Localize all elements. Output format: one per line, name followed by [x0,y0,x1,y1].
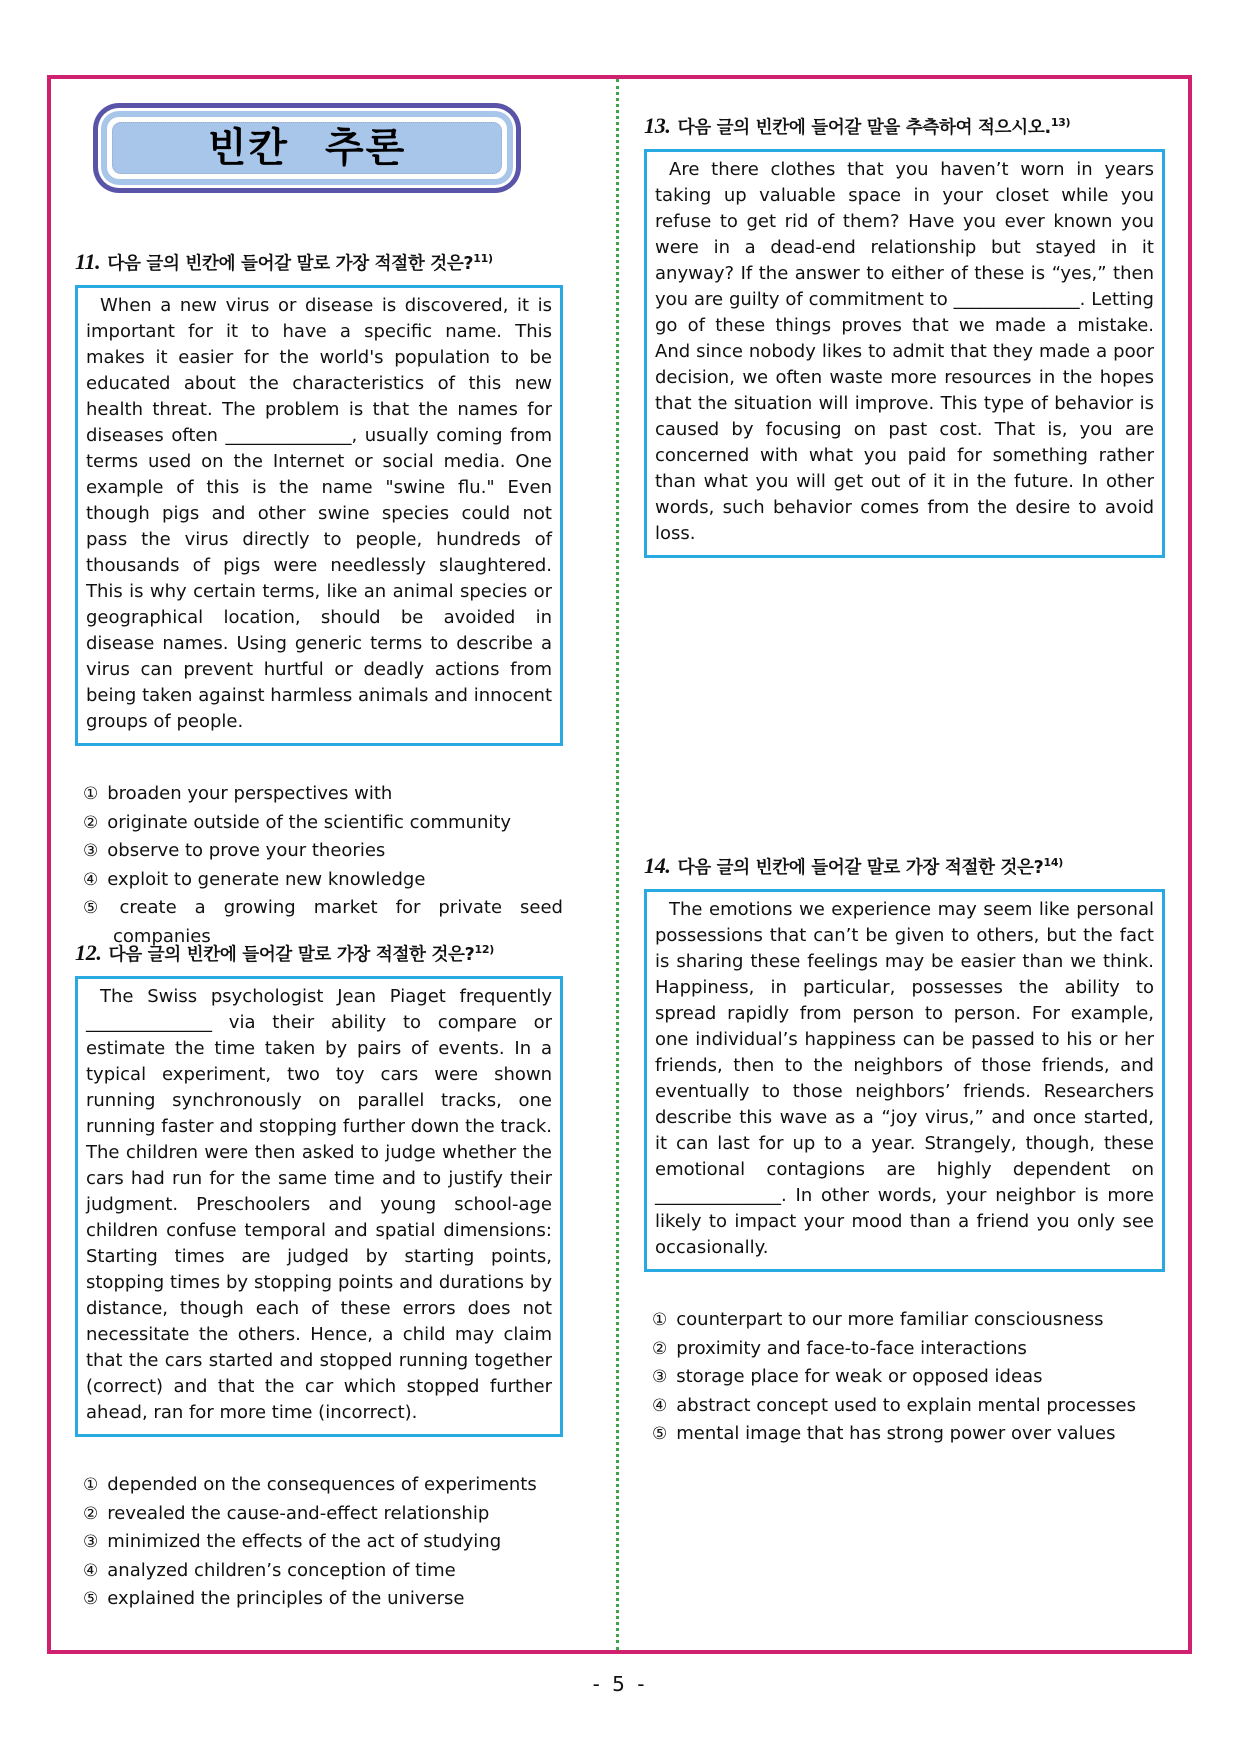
question-14 [644,853,1165,1449]
options-list [644,1306,1165,1449]
question-prompt: 다음 글의 빈칸에 들어갈 말로 가장 적절한 것은? [108,945,475,965]
passage-box [75,285,563,746]
option-item [83,1500,563,1529]
question-footnote: 13) [1050,116,1071,130]
passage-text: The Swiss psychologist Jean Piaget frequently ______________ via their ability to compare or estimate the time taken by pairs of events. In a typical experiment, two toy cars were shown running synchronously on parallel tracks, one running faster and stopping further down the track. The children were then asked to judge whether the cars had run for the same time and to justify their judgment. Preschoolers and young school-age children confuse temporal and spatial dimensions: Starting times are judged by starting points, stopping times by stopping points and durations by distance, though each of these errors does not necessitate the others. Hence, a child may claim that the cars started and stopped running together (correct) and that the car which stopped further ahead, ran for more time (incorrect). [86,986,552,1423]
option-marker: ⑤ [83,1589,99,1609]
option-item [652,1420,1165,1449]
option-marker: ③ [652,1367,668,1387]
passage-box [75,976,563,1437]
right-column [644,95,1165,1444]
option-item [83,837,563,866]
question-12 [75,940,563,1614]
options-list [75,1471,563,1614]
option-item [83,1471,563,1500]
question-13 [644,113,1165,558]
question-number: 13. [644,113,671,138]
option-marker: ① [83,784,99,804]
option-marker: ② [83,812,99,833]
option-marker: ④ [83,1560,99,1581]
question-11 [75,249,563,950]
option-text: originate outside of the scientific community [107,811,512,833]
question-prompt: 다음 글의 빈칸에 들어갈 말로 가장 적절한 것은? [677,858,1044,878]
option-marker: ② [652,1338,668,1359]
passage-text: Are there clothes that you haven’t worn in years taking up valuable space in your closet while you refuse to get rid of them? Have you ever known you were in a dead-end relationship but stayed in it anyway? If the answer to either of these is “yes,” then you are guilty of commitment to ______________. Letting go of these things proves that we made a mistake. And since nobody likes to admit that they made a poor decision, we often waste more resources in the hopes that the situation will improve. This type of behavior is caused by focusing on past cost. That is, you are concerned with what you paid for something rather than what you will get out of it in the future. In other words, such behavior comes from the desire to avoid loss. [655,159,1154,544]
option-marker: ① [83,1475,99,1495]
section-title-box [93,103,521,193]
page-number: - 5 - [592,1672,648,1696]
option-text: analyzed children’s conception of time [107,1559,456,1581]
question-prompt: 다음 글의 빈칸에 들어갈 말을 추측하여 적으시오. [677,118,1051,138]
passage-box [644,149,1165,558]
passage-text: When a new virus or disease is discovered, it is important for it to have a specific name. This makes it easier for the world's population to be educated about the characteristics of this new health threat. The problem is that the names for diseases often ______________, usually coming from terms used on the Internet or social media. One example of this is the name "swine flu." Even though pigs and other swine species could not pass the virus directly to people, hundreds of thousands of pigs were needlessly slaughtered. This is why certain terms, like an animal species or geographical location, should be avoided in disease names. Using generic terms to describe a virus can prevent hurtful or deadly actions from being taken against harmless animals and innocent groups of people. [86,295,552,732]
option-item [83,1557,563,1586]
options-list [75,780,563,950]
question-footnote: 11) [473,252,493,266]
option-marker: ③ [83,1532,99,1552]
option-marker: ① [652,1310,668,1330]
option-item [83,866,563,895]
option-marker: ④ [652,1395,668,1416]
question-number: 12. [75,940,102,965]
option-item [83,780,563,809]
column-divider [616,79,619,1650]
question-header [75,249,563,275]
option-text: revealed the cause-and-effect relationship [107,1502,490,1524]
question-number: 14. [644,853,671,878]
question-header [644,853,1165,879]
option-text: abstract concept used to explain mental processes [676,1394,1136,1416]
option-text: mental image that has strong power over values [676,1423,1116,1444]
question-footnote: 14) [1043,856,1063,870]
option-item [652,1335,1165,1364]
option-item [83,809,563,838]
question-footnote: 12) [474,943,494,957]
left-column [75,95,563,1609]
option-marker: ⑤ [83,898,111,918]
question-header [644,113,1165,139]
option-text: observe to prove your theories [107,840,386,861]
option-text: storage place for weak or opposed ideas [676,1366,1043,1387]
passage-text: The emotions we experience may seem like personal possessions that can’t be given to others, but the fact is sharing these feelings may be easier than we think. Happiness, in particular, possesses the ability to spread rapidly from person to person. For example, one individual’s happiness can be passed to his or her friends, then to the neighbors of those friends, and eventually to those neighbors’ friends. Researchers describe this wave as a “joy virus,” and once started, it can last for up to a year. Strangely, though, these emotional contagions are highly dependent on ______________. In other words, your neighbor is more likely to impact your mood than a friend you only see occasionally. [655,899,1154,1258]
question-number: 11. [75,249,101,274]
option-item [652,1306,1165,1335]
option-text: explained the principles of the universe [107,1588,465,1609]
option-text: proximity and face-to-face interactions [676,1337,1027,1359]
option-item [83,1585,563,1614]
section-title: 빈칸 추론 [112,122,502,174]
option-item [652,1392,1165,1421]
option-item [83,1528,563,1557]
option-text: create a growing market for private seed companies [113,897,563,947]
option-marker: ③ [83,841,99,861]
option-marker: ④ [83,869,99,890]
option-text: minimized the effects of the act of studying [107,1531,502,1552]
option-text: broaden your perspectives with [107,783,393,804]
option-marker: ② [83,1503,99,1524]
option-text: exploit to generate new knowledge [107,868,426,890]
question-prompt: 다음 글의 빈칸에 들어갈 말로 가장 적절한 것은? [107,254,474,274]
option-item [652,1363,1165,1392]
option-marker: ⑤ [652,1424,668,1444]
question-header [75,940,563,966]
option-text: depended on the consequences of experiments [107,1474,537,1495]
option-text: counterpart to our more familiar consciousness [676,1309,1104,1330]
passage-box [644,889,1165,1272]
